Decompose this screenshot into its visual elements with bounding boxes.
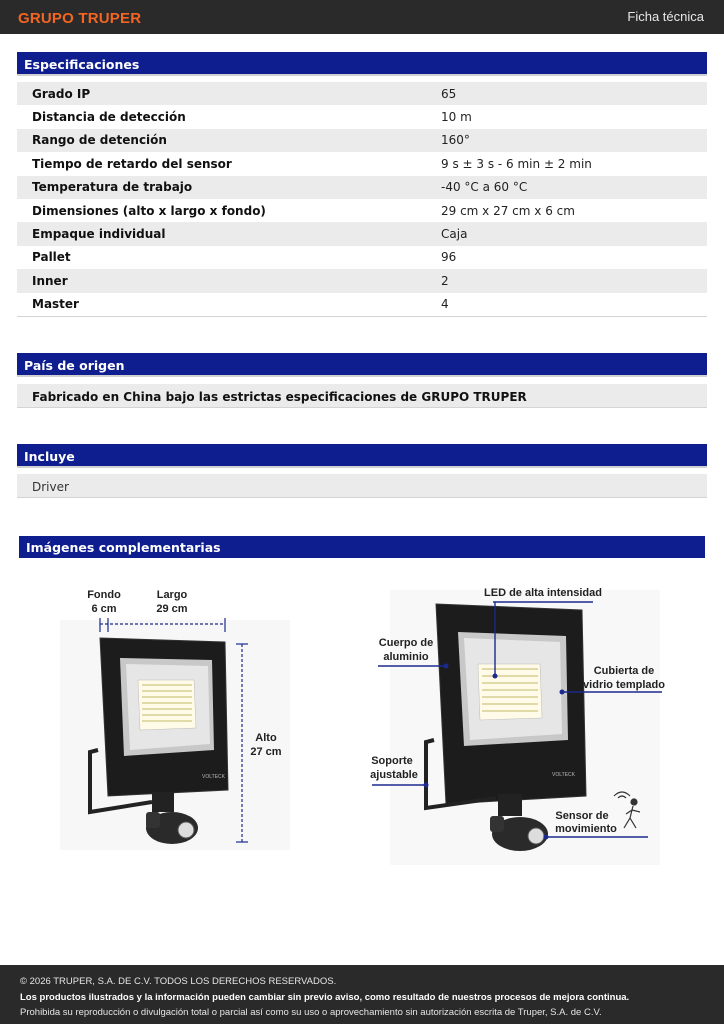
brand-logo[interactable]: GRUPO TRUPER xyxy=(18,10,142,27)
spec-row xyxy=(17,222,707,245)
left-brand-mark: VOLTECK xyxy=(202,774,225,780)
dimensions-figure xyxy=(60,580,300,860)
spec-value: Caja xyxy=(441,227,468,242)
spec-label: Dimensiones (alto x largo x fondo) xyxy=(32,203,266,218)
spec-row xyxy=(17,129,707,152)
specs-table-divider xyxy=(17,316,707,317)
spec-label: Pallet xyxy=(32,250,71,265)
alto-label: Alto xyxy=(255,732,277,744)
parts-figure xyxy=(370,580,670,870)
prohibition-line: Prohibida su reproducción o divulgación total o parcial así como su uso o aprovechamiento sin autorización escrita de Truper, S.A. de C.V. xyxy=(20,1007,602,1018)
spec-label: Rango de detención xyxy=(32,133,167,148)
spec-row xyxy=(17,105,707,128)
specs-table xyxy=(17,82,707,316)
spec-row xyxy=(17,269,707,292)
spec-value: 29 cm x 27 cm x 6 cm xyxy=(441,203,575,218)
spec-label: Master xyxy=(32,297,79,312)
spec-value: 9 s ± 3 s - 6 min ± 2 min xyxy=(441,156,592,171)
images-section-title: Imágenes complementarias xyxy=(19,536,705,558)
spec-row xyxy=(17,199,707,222)
spec-row xyxy=(17,246,707,269)
spec-value: 96 xyxy=(441,250,457,265)
spec-label: Tiempo de retardo del sensor xyxy=(32,156,232,171)
includes-text: Driver xyxy=(17,474,707,498)
top-bar xyxy=(0,0,724,34)
spec-label: Grado IP xyxy=(32,86,91,101)
fondo-value: 6 cm xyxy=(91,603,117,615)
right-brand-mark: VOLTECK xyxy=(552,772,575,778)
bracket-callout-1: Soporte xyxy=(371,755,413,767)
sensor-callout-2: movimiento xyxy=(555,823,617,835)
spec-value: -40 °C a 60 °C xyxy=(441,180,528,195)
spec-row xyxy=(17,293,707,316)
spec-value: 65 xyxy=(441,86,457,101)
spec-label: Empaque individual xyxy=(32,227,166,242)
spec-label: Temperatura de trabajo xyxy=(32,180,193,195)
specs-section-title: Especificaciones xyxy=(17,52,707,76)
body-callout-2: aluminio xyxy=(383,651,429,663)
fondo-label: Fondo xyxy=(87,589,121,601)
largo-value: 29 cm xyxy=(156,603,188,615)
spec-row xyxy=(17,82,707,105)
spec-value: 160° xyxy=(441,133,470,148)
includes-section-title: Incluye xyxy=(17,444,707,468)
body-callout-1: Cuerpo de xyxy=(378,637,434,649)
document-type: Ficha técnica xyxy=(627,9,704,24)
copyright-line: © 2026 TRUPER, S.A. DE C.V. TODOS LOS DERECHOS RESERVADOS. xyxy=(20,976,337,987)
origin-text: Fabricado en China bajo las estrictas especificaciones de GRUPO TRUPER xyxy=(17,384,707,408)
spec-value: 4 xyxy=(441,297,449,312)
bracket-callout-2: ajustable xyxy=(370,769,418,781)
largo-label: Largo xyxy=(156,589,188,601)
glass-callout-1: Cubierta de xyxy=(593,665,655,677)
spec-label: Inner xyxy=(32,273,68,288)
sensor-callout-1: Sensor de xyxy=(555,810,609,822)
spec-row xyxy=(17,152,707,175)
led-callout: LED de alta intensidad xyxy=(484,587,602,599)
origin-section-title: País de origen xyxy=(17,353,707,377)
spec-row xyxy=(17,176,707,199)
spec-label: Distancia de detección xyxy=(32,110,186,125)
alto-value: 27 cm xyxy=(250,746,282,758)
glass-callout-2: vidrio templado xyxy=(583,679,665,691)
disclaimer-line: Los productos ilustrados y la información pueden cambiar sin previo aviso, como resultado de nuestros procesos de mejora continua. xyxy=(20,991,630,1003)
spec-value: 2 xyxy=(441,273,449,288)
legal-footer xyxy=(0,965,724,1024)
spec-value: 10 m xyxy=(441,110,472,125)
